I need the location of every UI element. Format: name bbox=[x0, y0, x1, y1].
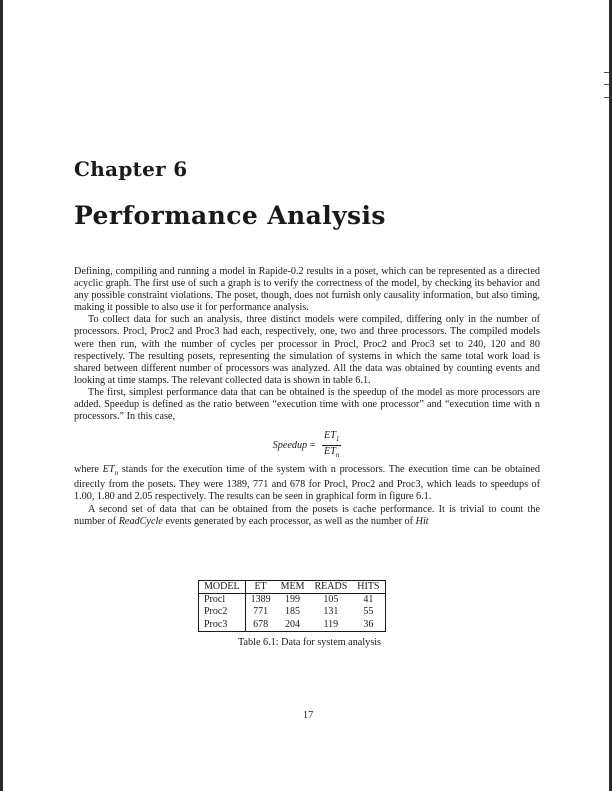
paragraph-4 bbox=[74, 464, 540, 503]
table-header-cell: READS bbox=[309, 581, 352, 594]
equation-lhs: Speedup bbox=[272, 439, 308, 451]
table-caption: Table 6.1: Data for system analysis bbox=[238, 637, 382, 648]
body-text bbox=[74, 266, 540, 528]
denominator-base: ET bbox=[323, 446, 336, 458]
readcycle-term: ReadCycle bbox=[118, 515, 163, 527]
equation-numerator bbox=[322, 430, 341, 446]
table-cell: 55 bbox=[363, 606, 374, 618]
scan-edge-left bbox=[0, 0, 3, 791]
table-cell: 119 bbox=[323, 618, 339, 630]
paragraph-2: To collect data for such an analysis, three distinct models were compiled, differing only in the number of processors. Procl, Proc2 and Proc3 had each, respectively, one, two and three processors. The compiled models were then run, with the number of cycles per processor in Procl, Proc2 and Proc3 set to 240, 120 and 80 respectively. The resulting posets, representing the simulation of systems in which the same total work load is shared between different number of processors was analyzed. All the data was obtained by counting events and looking at time stamps. The relevant collected data is shown in table 6.1. bbox=[74, 314, 540, 386]
data-table bbox=[198, 580, 386, 632]
table-header-row bbox=[199, 581, 386, 594]
paragraph-4-rest: stands for the execution time of the system with n processors. The execution time can be obtained directly from the posets. They were 1389, 771 and 678 for Procl, Proc2 and Proc3, which leads to speedups of 1.00, 1.80 and 2.05 respectively. The results can be seen in graphical form in figure 6.1. bbox=[74, 464, 540, 503]
table-cell: 1389 bbox=[250, 594, 271, 606]
table-cell: 199 bbox=[285, 594, 301, 606]
inline-et-sub: n bbox=[114, 469, 119, 478]
table-cell: Procl bbox=[199, 594, 246, 607]
equation-equals: = bbox=[307, 439, 318, 451]
equation-fraction bbox=[322, 430, 341, 461]
table-cell: 105 bbox=[323, 594, 339, 606]
paragraph-3: The first, simplest performance data that can be obtained is the speedup of the model as more processors are added. Speedup is defined as the ratio between “execution time with one processor” and “execution time with n processors.” In this case, bbox=[74, 386, 540, 423]
numerator-sub: 1 bbox=[335, 435, 340, 444]
scan-edge-mark bbox=[604, 72, 609, 73]
table-row bbox=[199, 594, 386, 607]
table-header-cell: MEM bbox=[276, 581, 310, 594]
table-cell: Proc2 bbox=[199, 606, 246, 618]
data-table-wrap bbox=[198, 580, 386, 632]
inline-et bbox=[102, 464, 119, 478]
inline-et-base: ET bbox=[102, 464, 115, 476]
chapter-label: Chapter 6 bbox=[74, 157, 188, 181]
numerator-base: ET bbox=[323, 430, 336, 442]
denominator-sub: n bbox=[335, 451, 340, 460]
equation-denominator bbox=[322, 446, 341, 461]
table-cell: 771 bbox=[253, 606, 269, 618]
table-row bbox=[199, 606, 386, 618]
scan-edge-mark bbox=[604, 97, 609, 98]
paragraph-4-start: where bbox=[74, 464, 103, 476]
table-header-cell: HITS bbox=[352, 581, 385, 594]
table-header-cell: MODEL bbox=[199, 581, 246, 594]
speedup-equation bbox=[74, 430, 540, 458]
paragraph-5-start: A second set of data that can be obtained from the posets is cache performance. It is trivial to count the number of bbox=[74, 503, 540, 527]
table-cell: 204 bbox=[285, 618, 301, 630]
scan-edge-mark bbox=[604, 84, 609, 85]
table-row bbox=[199, 619, 386, 632]
table-cell: 131 bbox=[323, 606, 339, 618]
page-number: 17 bbox=[303, 710, 314, 721]
table-cell: 41 bbox=[363, 594, 374, 606]
chapter-title: Performance Analysis bbox=[74, 201, 386, 230]
table-cell: 36 bbox=[363, 618, 374, 630]
paragraph-1: Defining, compiling and running a model in Rapide-0.2 results in a poset, which can be represented as a directed acyclic graph. The first use of such a graph is to verify the correctness of the model, by checking its behavior and any possible constraint violations. The poset, though, does not furnish only causality information, but also timing, making it possible to also use it for performance analysis. bbox=[74, 266, 540, 314]
hit-term: Hit bbox=[415, 515, 429, 527]
table-cell: 678 bbox=[253, 618, 269, 630]
table-cell: 185 bbox=[285, 606, 301, 618]
paragraph-5-mid: events generated by each processor, as well as the number of bbox=[162, 515, 416, 527]
table-header-cell: ET bbox=[245, 581, 276, 594]
paragraph-5 bbox=[74, 504, 540, 528]
table-cell: Proc3 bbox=[199, 619, 246, 632]
